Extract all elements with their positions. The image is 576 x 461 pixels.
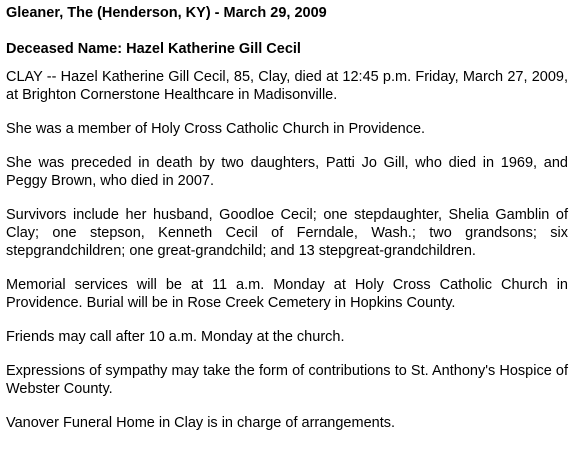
paragraph-preceded: She was preceded in death by two daughters, Patti Jo Gill, who died in 1969, and Peggy Brown, who died in 2007. xyxy=(6,155,568,189)
paragraph-arrangements: Vanover Funeral Home in Clay is in charge of arrangements. xyxy=(6,415,396,431)
paragraph-sympathy: Expressions of sympathy may take the form of contributions to St. Anthony's Hospice of Webster County. xyxy=(6,363,568,397)
deceased-name-heading: Deceased Name: Hazel Katherine Gill Cecil xyxy=(6,41,301,57)
paragraph-services: Memorial services will be at 11 a.m. Monday at Holy Cross Catholic Church in Providence. Burial will be in Rose Creek Cemetery in Hopkins County. xyxy=(6,277,568,311)
paragraph-survivors: Survivors include her husband, Goodloe Cecil; one stepdaughter, Shelia Gamblin of Clay; one stepson, Kenneth Cecil of Ferndale, Wash.; two grandsons; six stepgrandchildren; one great-grandchild; and 13 stepgreat-grandchildren. xyxy=(6,207,568,259)
paragraph-death-notice: CLAY -- Hazel Katherine Gill Cecil, 85, Clay, died at 12:45 p.m. Friday, March 27, 2009, at Brighton Cornerstone Healthcare in Madisonville. xyxy=(6,69,568,103)
paragraph-visitation: Friends may call after 10 a.m. Monday at the church. xyxy=(6,329,345,345)
source-header: Gleaner, The (Henderson, KY) - March 29, 2009 xyxy=(6,5,327,21)
paragraph-church: She was a member of Holy Cross Catholic Church in Providence. xyxy=(6,121,426,137)
